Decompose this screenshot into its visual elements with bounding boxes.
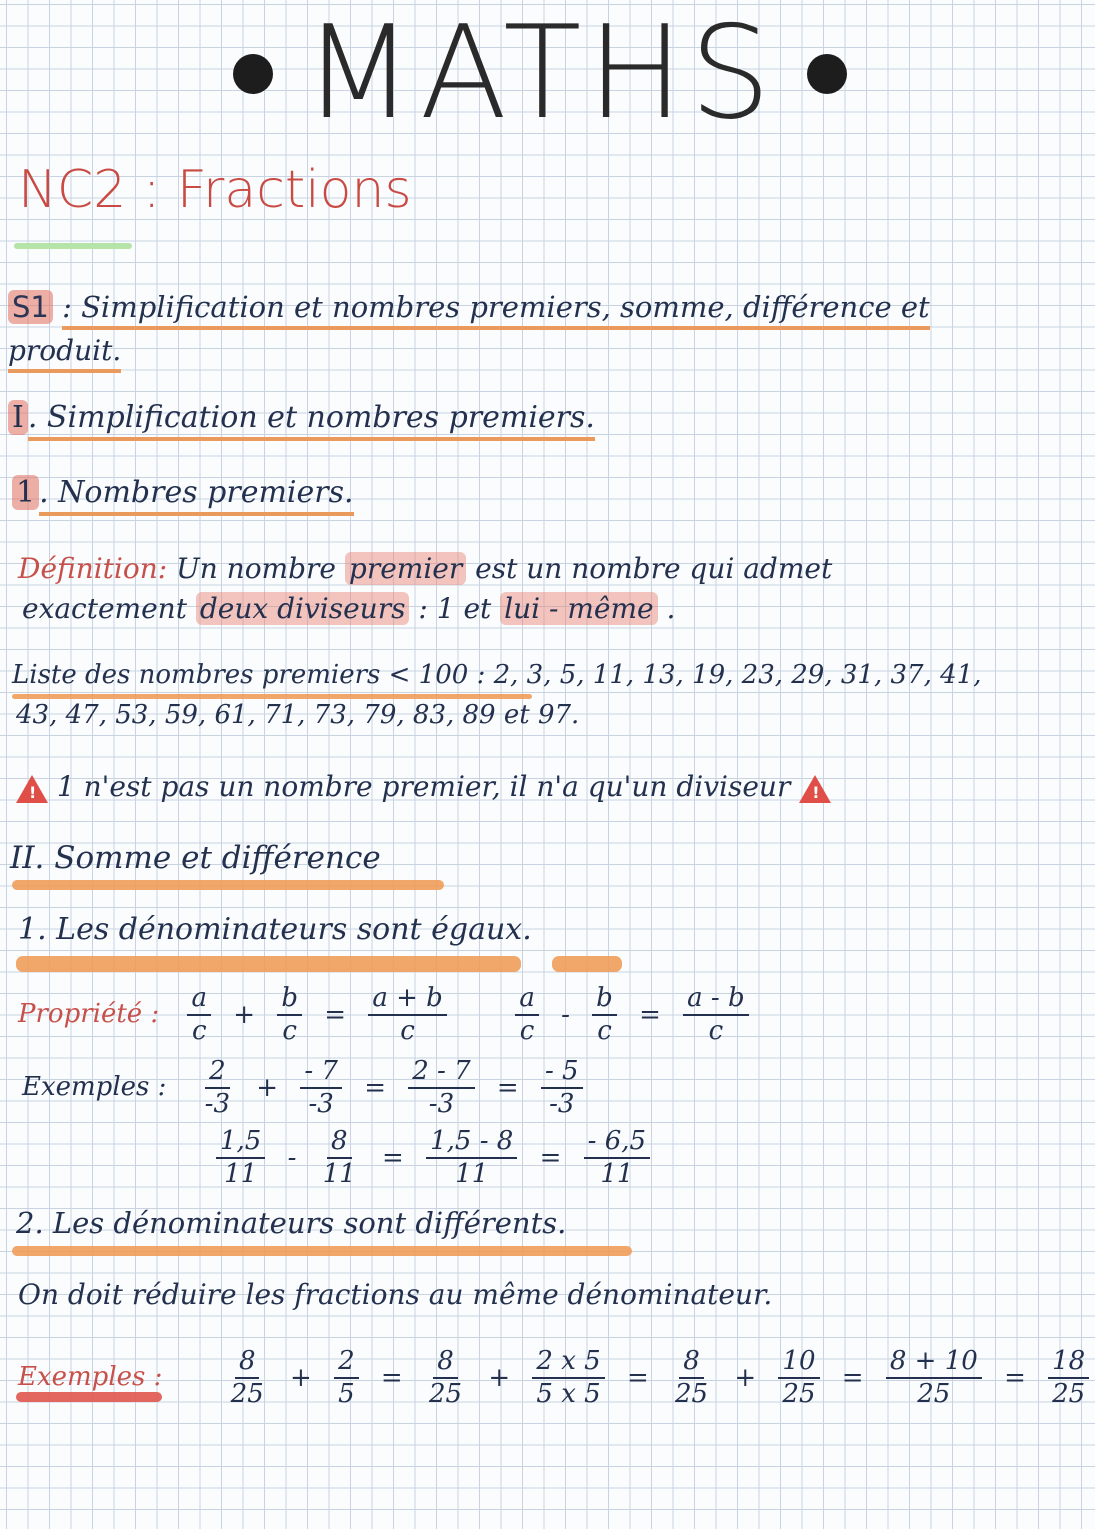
warning-icon (16, 775, 48, 803)
chapter-title: NC2 : Fractions (18, 160, 412, 220)
primes-list-line-1: Liste des nombres premiers < 100 : 2, 3, 5, 11, 13, 19, 23, 29, 31, 37, 41, (12, 660, 982, 690)
definition-label: Définition: (18, 552, 168, 585)
definition-text-1: Un nombre (176, 552, 336, 585)
property-frac-diff: $\frac{a - b}{c}$ (683, 985, 748, 1046)
subsection-2-1-underline-2 (552, 956, 622, 972)
part-2-heading (10, 840, 381, 876)
subsection-1-title: . Nombres premiers. (39, 475, 353, 516)
primes-list-line-2: 43, 47, 53, 59, 61, 71, 73, 79, 83, 89 et 97. (16, 700, 580, 730)
subsection-2-2-underline (12, 1246, 632, 1256)
part-1-numeral: I (8, 400, 28, 435)
definition-line-2 (22, 592, 675, 625)
examples-1-row-1: Exemples : $\frac{2}{-3}$ + $\frac{- 7}{-3}$ = $\frac{2 - 7}{-3}$ = $\frac{- 5}{-3}$ (22, 1058, 589, 1119)
property-label: Propriété : (18, 999, 160, 1030)
page-title (0, 0, 1080, 148)
bullet-dot-right (807, 54, 847, 94)
property-frac-b-c: $\frac{b}{c}$ (277, 985, 302, 1046)
property-frac-b-c-2: $\frac{b}{c}$ (592, 985, 617, 1046)
part-1-title: . Simplification et nombres premiers. (28, 400, 595, 441)
section-heading (8, 290, 930, 324)
section-title-cont: produit. (8, 334, 121, 373)
property-frac-a-c: $\frac{a}{c}$ (187, 985, 211, 1046)
part-2-numeral: II (10, 840, 35, 876)
rule-text: On doit réduire les fractions au même dénominateur. (18, 1278, 773, 1311)
part-1-heading (8, 400, 595, 435)
subsection-2-2-heading: 2. Les dénominateurs sont différents. (16, 1206, 567, 1240)
examples-2-underline (16, 1392, 162, 1402)
bullet-dot-left (233, 54, 273, 94)
definition-highlight-diviseurs: deux diviseurs (196, 592, 410, 625)
part-2-title: . Somme et différence (34, 840, 381, 876)
subsection-1-num: 1 (12, 475, 39, 510)
definition-highlight-premier: premier (345, 552, 466, 585)
examples-1-label: Exemples : (22, 1072, 167, 1103)
property-frac-a-c-2: $\frac{a}{c}$ (515, 985, 539, 1046)
part-2-underline (12, 880, 444, 890)
subsection-2-1-heading: 1. Les dénominateurs sont égaux. (18, 912, 532, 947)
examples-1-row-2: $\frac{1,5}{11}$ - $\frac{8}{11}$ = $\frac{1,5 - 8}{11}$ = $\frac{- 6,5}{11}$ (210, 1128, 656, 1189)
examples-2-label: Exemples : (18, 1362, 163, 1393)
definition-text-3: exactement (22, 592, 187, 625)
definition-text-2: est un nombre qui admet (475, 552, 833, 585)
chapter-highlight (14, 243, 132, 249)
warning-icon-right (799, 775, 831, 803)
warning-text: 1 n'est pas un nombre premier, il n'a qu'un diviseur (56, 770, 791, 803)
section-title: : Simplification et nombres premiers, somme, différence et (62, 290, 930, 330)
warning-line (16, 770, 831, 803)
property-frac-sum: $\frac{a + b}{c}$ (368, 985, 446, 1046)
definition-text-4: : 1 et (418, 592, 492, 625)
subsection-2-1-underline (16, 956, 521, 972)
definition-highlight-lui-meme: lui - même (500, 592, 657, 625)
primes-underline (12, 694, 532, 699)
section-tag: S1 (8, 290, 53, 324)
subsection-1-heading (12, 475, 354, 510)
definition-text-5: . (666, 592, 676, 625)
examples-2-row: Exemples : $\frac{8}{25}$ + $\frac{2}{5}$ = $\frac{8}{25}$ + $\frac{2 x 5}{5 x 5}$ = $\frac{8}{25}$ + $\frac{10}{25}$ = $\frac{8 + 10}{25}$ = $\frac{18}{25}$ (18, 1348, 1095, 1409)
property-line: Propriété : $\frac{a}{c}$ + $\frac{b}{c}$ = $\frac{a + b}{c}$ $\frac{a}{c}$ - $\frac{b}{c}$ = $\frac{a - b}{c}$ (18, 985, 755, 1046)
title-text: MATHS (303, 0, 777, 148)
definition-line-1 (18, 552, 832, 585)
